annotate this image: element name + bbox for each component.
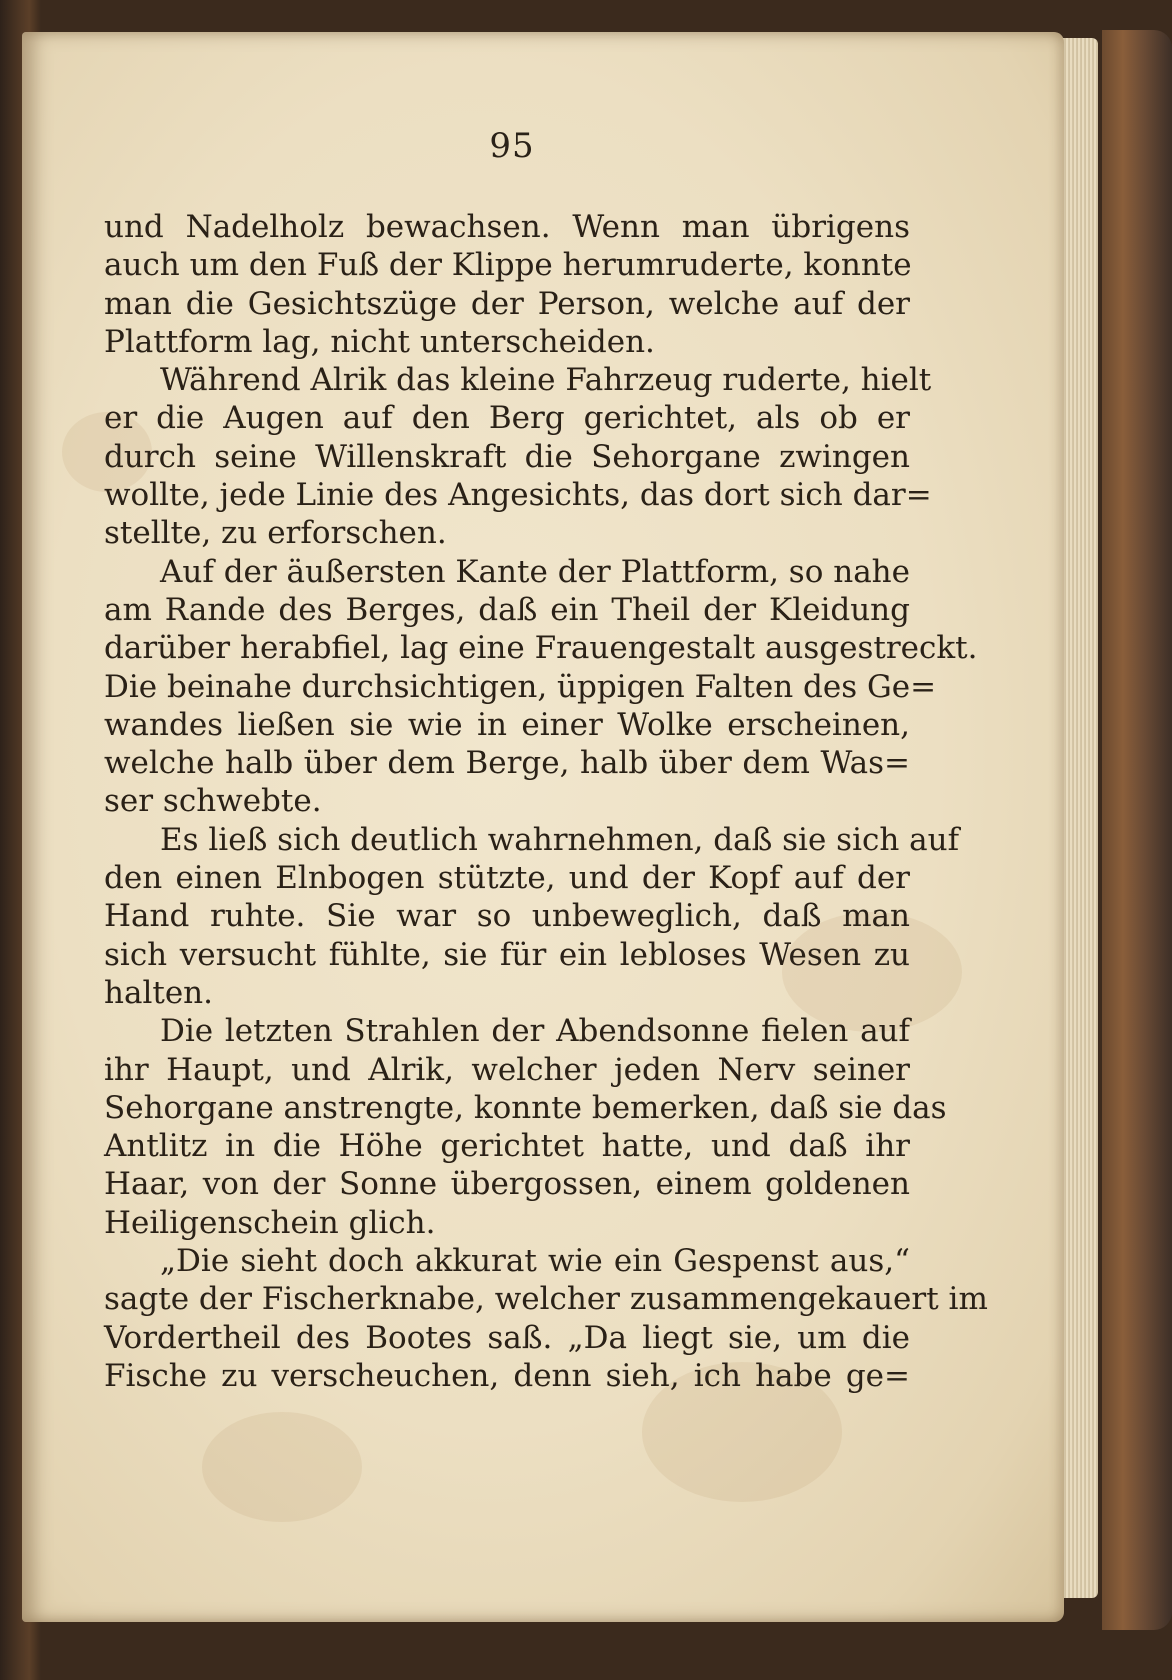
text-line: darüber herabfiel, lag eine Frauengestalt ausgestreckt. [104, 630, 978, 667]
text-line: Sehorgane anstrengte, konnte bemerken, daß sie das [104, 1089, 947, 1126]
text-line: Auf der äußersten Kante der Plattform, so nahe [160, 553, 910, 590]
text-line: und Nadelholz bewachsen. Wenn man übrigens [104, 209, 910, 245]
text-line: den einen Elnbogen stützte, und der Kopf auf der [104, 860, 910, 897]
text-line: Plattform lag, nicht unterscheiden. [104, 323, 655, 360]
page-number: 95 [489, 126, 535, 166]
text-line: Antlitz in die Höhe gerichtet hatte, und daß ihr [104, 1128, 910, 1165]
body-text [104, 208, 988, 1395]
text-line: er die Augen auf den Berg gerichtet, als ob er [104, 400, 910, 437]
text-line: stellte, zu erforschen. [104, 515, 447, 552]
text-line: Es ließ sich deutlich wahrnehmen, daß sie sich auf [160, 821, 960, 858]
text-line: man die Gesichtszüge der Person, welche auf der [104, 285, 910, 322]
text-line: „Die sieht doch akkurat wie ein Gespenst aus,“ [160, 1243, 910, 1280]
text-line: Während Alrik das kleine Fahrzeug ruderte, hielt [160, 362, 932, 399]
stain [202, 1412, 362, 1522]
text-line: sich versucht fühlte, sie für ein lebloses Wesen zu [104, 936, 910, 973]
text-line: wandes ließen sie wie in einer Wolke erscheinen, [104, 706, 910, 743]
text-line: auch um den Fuß der Klippe herumruderte, konnte [104, 247, 912, 284]
text-line: Hand ruhte. Sie war so unbeweglich, daß man [104, 898, 910, 935]
text-line: ser schwebte. [104, 783, 322, 820]
book-page [22, 32, 1064, 1622]
book-cover-edge [1102, 30, 1172, 1630]
text-line: sagte der Fischerknabe, welcher zusammengekauert im [104, 1281, 988, 1318]
text-line: Die letzten Strahlen der Abendsonne fielen auf [160, 1013, 910, 1050]
text-line: Haar, von der Sonne übergossen, einem goldenen [104, 1166, 910, 1203]
text-line: am Rande des Berges, daß ein Theil der Kleidung [104, 591, 910, 628]
text-line: Vordertheil des Bootes saß. „Da liegt sie, um die [104, 1319, 910, 1356]
text-line: welche halb über dem Berge, halb über dem Was= [104, 745, 910, 782]
text-line: wollte, jede Linie des Angesichts, das dort sich dar= [104, 477, 932, 514]
text-line: ihr Haupt, und Alrik, welcher jeden Nerv seiner [104, 1051, 910, 1088]
text-line: durch seine Willenskraft die Sehorgane zwingen [104, 438, 910, 475]
text-line: Fische zu verscheuchen, denn sieh, ich habe ge= [104, 1357, 910, 1394]
text-line: Die beinahe durchsichtigen, üppigen Falten des Ge= [104, 668, 937, 705]
text-line: halten. [104, 974, 213, 1011]
text-line: Heiligenschein glich. [104, 1204, 436, 1241]
